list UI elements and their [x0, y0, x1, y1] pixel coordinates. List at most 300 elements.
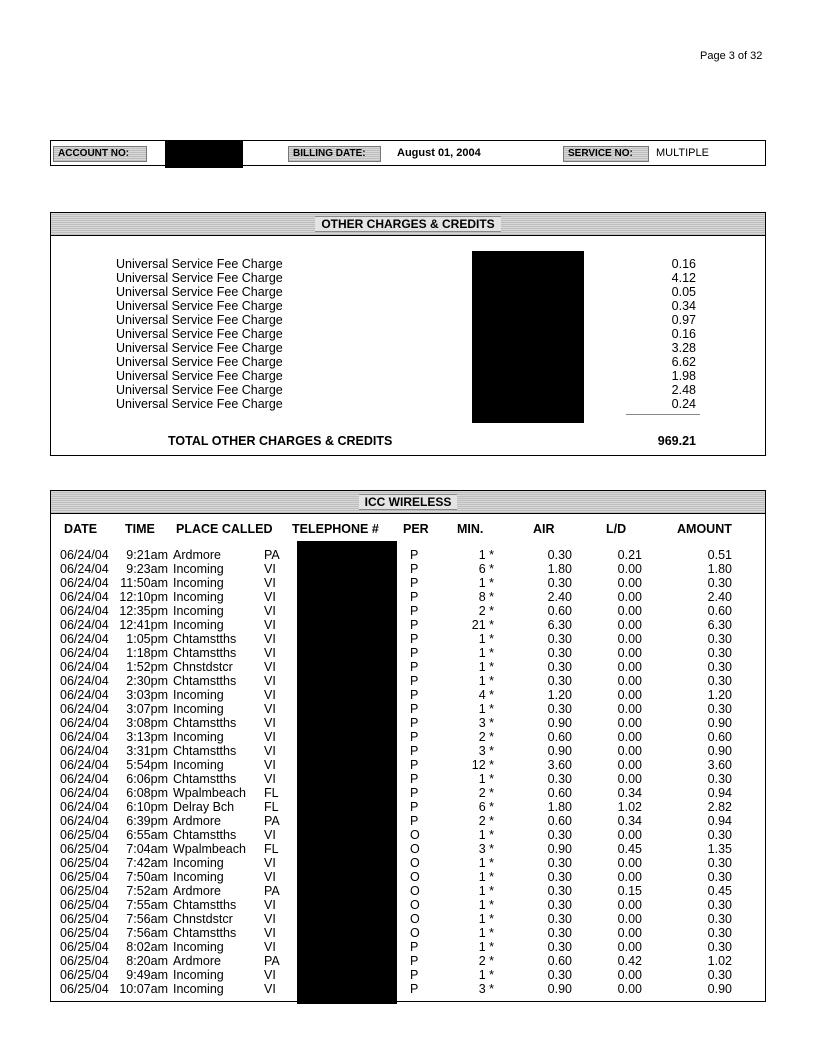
call-state: PA: [264, 954, 280, 968]
call-min: 4 *: [478, 688, 494, 702]
call-place: Chtamstths: [173, 828, 237, 842]
call-air: 0.60: [547, 954, 572, 968]
call-min: 1 *: [478, 660, 494, 674]
call-amount: 0.30: [707, 926, 732, 940]
call-time: 7:50am: [126, 870, 168, 884]
other-charge-amount: 2.48: [671, 383, 696, 397]
other-charge-amount: 1.98: [671, 369, 696, 383]
call-date: 06/25/04: [60, 940, 109, 954]
call-place: Incoming: [173, 982, 224, 996]
call-min: 3 *: [478, 716, 494, 730]
call-place: Incoming: [173, 968, 224, 982]
call-min: 2 *: [478, 604, 494, 618]
call-state: VI: [264, 968, 276, 982]
call-min: 3 *: [478, 842, 494, 856]
total-divider: [626, 414, 700, 415]
call-place: Chtamstths: [173, 716, 237, 730]
call-per: P: [410, 758, 419, 772]
call-per: P: [410, 800, 419, 814]
call-time: 6:55am: [126, 828, 168, 842]
call-date: 06/25/04: [60, 898, 109, 912]
call-place: Wpalmbeach: [173, 786, 246, 800]
call-place: Chnstdstcr: [173, 660, 233, 674]
call-per: P: [410, 730, 419, 744]
call-amount: 0.30: [707, 870, 732, 884]
call-state: VI: [264, 716, 276, 730]
call-min: 1 *: [478, 898, 494, 912]
call-ld: 0.00: [617, 618, 642, 632]
call-amount: 0.90: [707, 744, 732, 758]
call-state: FL: [264, 786, 279, 800]
icc-wireless-title: ICC WIRELESS: [359, 494, 458, 510]
call-time: 1:05pm: [126, 632, 168, 646]
col-header-place: PLACE CALLED: [176, 522, 273, 536]
other-charge-amount: 0.16: [671, 257, 696, 271]
call-min: 6 *: [478, 800, 494, 814]
col-header-date: DATE: [64, 522, 98, 536]
call-time: 12:35pm: [119, 604, 168, 618]
call-min: 2 *: [478, 786, 494, 800]
call-state: VI: [264, 660, 276, 674]
call-state: VI: [264, 940, 276, 954]
call-state: VI: [264, 982, 276, 996]
call-place: Incoming: [173, 940, 224, 954]
call-per: P: [410, 688, 419, 702]
call-place: Ardmore: [173, 954, 221, 968]
call-time: 5:54pm: [126, 758, 168, 772]
other-charge-amount: 0.34: [671, 299, 696, 313]
call-ld: 0.00: [617, 646, 642, 660]
call-amount: 1.80: [707, 562, 732, 576]
call-air: 1.80: [547, 800, 572, 814]
call-amount: 0.30: [707, 856, 732, 870]
call-ld: 0.00: [617, 632, 642, 646]
other-charge-amount: 0.16: [671, 327, 696, 341]
call-air: 0.30: [547, 968, 572, 982]
call-min: 1 *: [478, 856, 494, 870]
call-state: VI: [264, 576, 276, 590]
call-min: 1 *: [478, 926, 494, 940]
call-amount: 1.35: [707, 842, 732, 856]
other-charges-header: [51, 213, 765, 236]
call-ld: 0.00: [617, 856, 642, 870]
call-per: O: [410, 870, 420, 884]
call-date: 06/24/04: [60, 646, 109, 660]
call-place: Incoming: [173, 604, 224, 618]
other-charges-total-label: TOTAL OTHER CHARGES & CREDITS: [168, 434, 393, 448]
call-min: 12 *: [471, 758, 494, 772]
call-per: P: [410, 632, 419, 646]
call-date: 06/24/04: [60, 702, 109, 716]
call-ld: 0.21: [617, 548, 642, 562]
call-per: P: [410, 744, 419, 758]
call-amount: 0.30: [707, 674, 732, 688]
call-state: VI: [264, 702, 276, 716]
col-header-per: PER: [403, 522, 429, 536]
call-min: 1 *: [478, 674, 494, 688]
call-min: 1 *: [478, 912, 494, 926]
other-charge-desc: Universal Service Fee Charge: [116, 299, 283, 313]
other-charge-desc: Universal Service Fee Charge: [116, 369, 283, 383]
call-amount: 0.30: [707, 660, 732, 674]
call-amount: 3.60: [707, 758, 732, 772]
call-state: PA: [264, 884, 280, 898]
call-time: 7:42am: [126, 856, 168, 870]
call-ld: 0.42: [617, 954, 642, 968]
call-per: O: [410, 842, 420, 856]
call-air: 0.30: [547, 548, 572, 562]
call-state: VI: [264, 828, 276, 842]
call-min: 1 *: [478, 772, 494, 786]
call-date: 06/25/04: [60, 856, 109, 870]
call-time: 7:56am: [126, 912, 168, 926]
call-ld: 0.00: [617, 912, 642, 926]
call-per: P: [410, 646, 419, 660]
call-min: 3 *: [478, 982, 494, 996]
call-min: 1 *: [478, 632, 494, 646]
call-per: P: [410, 562, 419, 576]
call-place: Incoming: [173, 730, 224, 744]
call-per: P: [410, 604, 419, 618]
col-header-telephone: TELEPHONE #: [292, 522, 379, 536]
call-date: 06/24/04: [60, 632, 109, 646]
call-state: VI: [264, 926, 276, 940]
call-per: O: [410, 884, 420, 898]
call-place: Incoming: [173, 576, 224, 590]
page-number: Page 3 of 32: [700, 50, 763, 62]
call-ld: 0.00: [617, 968, 642, 982]
call-ld: 0.00: [617, 926, 642, 940]
call-place: Incoming: [173, 688, 224, 702]
other-charges-total-amount: 969.21: [657, 434, 696, 448]
call-time: 9:23am: [126, 562, 168, 576]
call-air: 0.30: [547, 926, 572, 940]
call-date: 06/25/04: [60, 842, 109, 856]
call-air: 0.60: [547, 814, 572, 828]
call-per: P: [410, 982, 419, 996]
call-state: VI: [264, 758, 276, 772]
call-air: 0.30: [547, 884, 572, 898]
billing-date-value: August 01, 2004: [397, 147, 481, 159]
call-date: 06/24/04: [60, 590, 109, 604]
call-air: 0.30: [547, 674, 572, 688]
call-date: 06/24/04: [60, 716, 109, 730]
call-date: 06/24/04: [60, 660, 109, 674]
call-amount: 2.82: [707, 800, 732, 814]
call-per: P: [410, 674, 419, 688]
call-date: 06/24/04: [60, 758, 109, 772]
call-place: Incoming: [173, 856, 224, 870]
call-date: 06/25/04: [60, 870, 109, 884]
call-min: 1 *: [478, 646, 494, 660]
call-ld: 0.00: [617, 828, 642, 842]
call-date: 06/24/04: [60, 688, 109, 702]
call-min: 1 *: [478, 828, 494, 842]
call-air: 0.30: [547, 632, 572, 646]
call-date: 06/25/04: [60, 828, 109, 842]
billing-date-label: BILLING DATE:: [288, 146, 381, 162]
other-charge-desc: Universal Service Fee Charge: [116, 271, 283, 285]
call-place: Ardmore: [173, 814, 221, 828]
call-date: 06/24/04: [60, 814, 109, 828]
call-date: 06/24/04: [60, 744, 109, 758]
call-air: 2.40: [547, 590, 572, 604]
call-min: 2 *: [478, 954, 494, 968]
call-ld: 0.00: [617, 982, 642, 996]
call-place: Chtamstths: [173, 898, 237, 912]
service-no-value: MULTIPLE: [656, 147, 709, 159]
call-air: 0.30: [547, 576, 572, 590]
other-charge-desc: Universal Service Fee Charge: [116, 383, 283, 397]
call-min: 6 *: [478, 562, 494, 576]
call-time: 10:07am: [119, 982, 168, 996]
service-no-label: SERVICE NO:: [563, 146, 649, 162]
other-charge-desc: Universal Service Fee Charge: [116, 285, 283, 299]
call-date: 06/24/04: [60, 674, 109, 688]
telephone-redaction: [297, 541, 397, 1004]
other-charges-title: OTHER CHARGES & CREDITS: [315, 216, 500, 232]
call-state: FL: [264, 800, 279, 814]
call-time: 2:30pm: [126, 674, 168, 688]
call-per: P: [410, 968, 419, 982]
call-amount: 0.30: [707, 940, 732, 954]
call-ld: 0.00: [617, 674, 642, 688]
call-time: 6:10pm: [126, 800, 168, 814]
call-time: 7:55am: [126, 898, 168, 912]
call-air: 0.30: [547, 940, 572, 954]
call-date: 06/24/04: [60, 548, 109, 562]
call-place: Incoming: [173, 702, 224, 716]
call-state: VI: [264, 870, 276, 884]
call-state: VI: [264, 912, 276, 926]
call-air: 0.90: [547, 842, 572, 856]
call-ld: 0.45: [617, 842, 642, 856]
call-amount: 0.30: [707, 702, 732, 716]
call-state: VI: [264, 772, 276, 786]
call-state: VI: [264, 618, 276, 632]
call-per: O: [410, 856, 420, 870]
call-date: 06/24/04: [60, 772, 109, 786]
call-amount: 0.94: [707, 814, 732, 828]
call-time: 7:52am: [126, 884, 168, 898]
call-ld: 0.15: [617, 884, 642, 898]
call-ld: 0.00: [617, 870, 642, 884]
call-time: 7:56am: [126, 926, 168, 940]
call-min: 1 *: [478, 884, 494, 898]
call-per: P: [410, 954, 419, 968]
call-air: 0.30: [547, 856, 572, 870]
call-state: VI: [264, 856, 276, 870]
call-per: P: [410, 702, 419, 716]
call-ld: 0.00: [617, 940, 642, 954]
call-state: VI: [264, 898, 276, 912]
call-per: O: [410, 912, 420, 926]
call-per: P: [410, 618, 419, 632]
call-amount: 0.90: [707, 716, 732, 730]
call-air: 0.30: [547, 660, 572, 674]
call-date: 06/25/04: [60, 982, 109, 996]
call-ld: 0.00: [617, 590, 642, 604]
call-place: Chtamstths: [173, 926, 237, 940]
call-time: 3:08pm: [126, 716, 168, 730]
call-time: 11:50am: [120, 576, 168, 590]
other-charge-amount: 0.24: [671, 397, 696, 411]
call-ld: 0.00: [617, 744, 642, 758]
call-place: Chtamstths: [173, 674, 237, 688]
call-amount: 0.30: [707, 632, 732, 646]
call-time: 7:04am: [126, 842, 168, 856]
other-charge-amount: 0.05: [671, 285, 696, 299]
call-air: 0.30: [547, 870, 572, 884]
other-charge-amount: 3.28: [671, 341, 696, 355]
call-min: 1 *: [478, 940, 494, 954]
call-min: 3 *: [478, 744, 494, 758]
other-charge-amount: 4.12: [671, 271, 696, 285]
call-per: P: [410, 772, 419, 786]
call-date: 06/25/04: [60, 884, 109, 898]
call-min: 8 *: [478, 590, 494, 604]
call-amount: 0.30: [707, 772, 732, 786]
account-no-redaction: [165, 141, 243, 168]
other-charge-desc: Universal Service Fee Charge: [116, 355, 283, 369]
call-per: O: [410, 926, 420, 940]
call-amount: 0.30: [707, 912, 732, 926]
call-air: 6.30: [547, 618, 572, 632]
call-amount: 0.30: [707, 968, 732, 982]
call-time: 6:39pm: [126, 814, 168, 828]
call-time: 6:08pm: [126, 786, 168, 800]
call-time: 3:13pm: [126, 730, 168, 744]
call-place: Chnstdstcr: [173, 912, 233, 926]
call-time: 12:10pm: [119, 590, 168, 604]
call-air: 0.30: [547, 912, 572, 926]
call-ld: 1.02: [617, 800, 642, 814]
call-time: 8:02am: [126, 940, 168, 954]
call-place: Incoming: [173, 870, 224, 884]
call-amount: 0.60: [707, 604, 732, 618]
call-per: P: [410, 716, 419, 730]
other-charge-desc: Universal Service Fee Charge: [116, 327, 283, 341]
call-amount: 0.30: [707, 898, 732, 912]
call-place: Delray Bch: [173, 800, 235, 814]
col-header-min: MIN.: [457, 522, 484, 536]
call-place: Chtamstths: [173, 772, 237, 786]
call-amount: 0.30: [707, 576, 732, 590]
call-air: 1.80: [547, 562, 572, 576]
call-ld: 0.00: [617, 716, 642, 730]
call-air: 0.90: [547, 716, 572, 730]
call-per: O: [410, 898, 420, 912]
call-date: 06/25/04: [60, 954, 109, 968]
call-place: Incoming: [173, 590, 224, 604]
call-air: 0.60: [547, 730, 572, 744]
call-air: 1.20: [547, 688, 572, 702]
call-time: 8:20am: [126, 954, 168, 968]
call-air: 0.30: [547, 828, 572, 842]
call-date: 06/25/04: [60, 968, 109, 982]
call-amount: 6.30: [707, 618, 732, 632]
call-air: 0.90: [547, 982, 572, 996]
account-no-label: ACCOUNT NO:: [53, 146, 147, 162]
call-amount: 1.02: [707, 954, 732, 968]
call-place: Chtamstths: [173, 646, 237, 660]
call-min: 1 *: [478, 548, 494, 562]
call-amount: 0.51: [707, 548, 732, 562]
col-header-amount: AMOUNT: [677, 522, 732, 536]
call-time: 9:21am: [126, 548, 168, 562]
call-place: Incoming: [173, 758, 224, 772]
call-state: PA: [264, 814, 280, 828]
call-amount: 0.94: [707, 786, 732, 800]
call-ld: 0.00: [617, 576, 642, 590]
call-ld: 0.34: [617, 786, 642, 800]
call-place: Ardmore: [173, 548, 221, 562]
call-min: 2 *: [478, 730, 494, 744]
call-date: 06/25/04: [60, 912, 109, 926]
call-time: 6:06pm: [126, 772, 168, 786]
call-min: 2 *: [478, 814, 494, 828]
call-per: P: [410, 576, 419, 590]
call-ld: 0.00: [617, 758, 642, 772]
call-ld: 0.00: [617, 772, 642, 786]
call-date: 06/24/04: [60, 800, 109, 814]
call-place: Chtamstths: [173, 744, 237, 758]
other-charges-redaction: [472, 251, 584, 423]
call-time: 3:07pm: [126, 702, 168, 716]
call-time: 1:18pm: [126, 646, 168, 660]
other-charge-amount: 0.97: [671, 313, 696, 327]
call-air: 0.60: [547, 786, 572, 800]
call-per: P: [410, 590, 419, 604]
call-air: 0.90: [547, 744, 572, 758]
call-min: 21 *: [471, 618, 494, 632]
call-time: 12:41pm: [119, 618, 168, 632]
call-ld: 0.00: [617, 688, 642, 702]
col-header-time: TIME: [125, 522, 155, 536]
call-place: Ardmore: [173, 884, 221, 898]
call-date: 06/24/04: [60, 604, 109, 618]
call-date: 06/24/04: [60, 576, 109, 590]
call-air: 0.30: [547, 702, 572, 716]
call-ld: 0.00: [617, 660, 642, 674]
other-charge-desc: Universal Service Fee Charge: [116, 397, 283, 411]
call-min: 1 *: [478, 968, 494, 982]
call-min: 1 *: [478, 702, 494, 716]
call-amount: 1.20: [707, 688, 732, 702]
other-charge-desc: Universal Service Fee Charge: [116, 341, 283, 355]
call-place: Incoming: [173, 618, 224, 632]
call-amount: 0.45: [707, 884, 732, 898]
call-date: 06/24/04: [60, 786, 109, 800]
call-time: 9:49am: [126, 968, 168, 982]
call-time: 3:31pm: [126, 744, 168, 758]
call-time: 3:03pm: [126, 688, 168, 702]
call-air: 0.30: [547, 646, 572, 660]
call-air: 0.60: [547, 604, 572, 618]
account-info-bar: [50, 140, 766, 166]
call-per: P: [410, 940, 419, 954]
call-state: PA: [264, 548, 280, 562]
call-state: FL: [264, 842, 279, 856]
call-min: 1 *: [478, 576, 494, 590]
call-state: VI: [264, 590, 276, 604]
other-charge-desc: Universal Service Fee Charge: [116, 257, 283, 271]
call-per: P: [410, 814, 419, 828]
call-state: VI: [264, 646, 276, 660]
call-date: 06/24/04: [60, 730, 109, 744]
call-state: VI: [264, 632, 276, 646]
call-place: Chtamstths: [173, 632, 237, 646]
